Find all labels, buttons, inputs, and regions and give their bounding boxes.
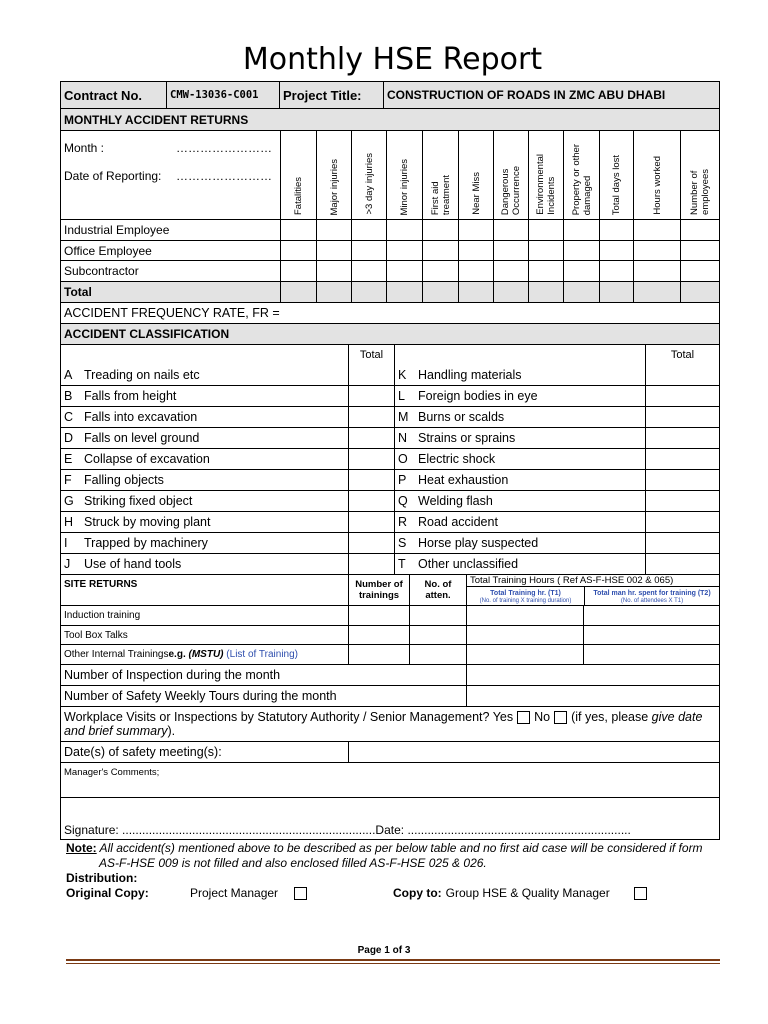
inspection-label: Number of Inspection during the month	[64, 668, 281, 682]
classification-item: M Burns or scalds	[394, 407, 645, 427]
classification-row	[61, 511, 719, 532]
accident-returns-heading-row	[61, 108, 719, 130]
accident-data-cell[interactable]	[351, 282, 386, 302]
training-row	[61, 644, 719, 664]
col-header: Minor injuries	[386, 131, 422, 219]
classification-item: F Falling objects	[64, 473, 164, 487]
classification-row	[61, 532, 719, 553]
classification-row	[61, 490, 719, 511]
month-date-cell	[61, 131, 280, 219]
classification-item: C Falls into excavation	[64, 410, 198, 424]
accident-data-cell[interactable]	[493, 282, 528, 302]
classification-total-cell[interactable]	[645, 386, 719, 406]
safety-tours-row	[61, 685, 719, 706]
date-label: Date: ...................................................................	[375, 823, 631, 837]
classification-total-cell[interactable]	[348, 386, 394, 406]
classification-total-cell[interactable]	[348, 512, 394, 532]
training-data-cell[interactable]	[348, 626, 409, 644]
classification-heading: ACCIDENT CLASSIFICATION	[64, 327, 230, 341]
classification-item: J Use of hand tools	[64, 557, 182, 571]
other-training-label: Other Internal Trainings e.g. (MSTU) (List of Training)	[64, 649, 298, 660]
footer-rule	[66, 959, 720, 961]
accident-data-cell[interactable]	[458, 282, 493, 302]
accident-data-cell[interactable]	[633, 241, 680, 260]
classification-row	[61, 469, 719, 490]
workplace-text: Workplace Visits or Inspections by Statutory Authority / Senior Management? Yes No (if yes, please give date and brief summary).	[64, 710, 703, 739]
accident-data-cell[interactable]	[493, 220, 528, 240]
accident-data-cell[interactable]	[316, 261, 351, 281]
accident-data-cell[interactable]	[493, 261, 528, 281]
accident-data-cell[interactable]	[386, 282, 422, 302]
classification-item: Q Welding flash	[394, 491, 645, 511]
classification-item: I Trapped by machinery	[64, 536, 208, 550]
page-title: Monthly HSE Report	[242, 42, 543, 77]
hse-report-form	[60, 81, 720, 840]
training-row	[61, 605, 719, 625]
accident-data-cell[interactable]	[528, 261, 563, 281]
inspection-value[interactable]	[466, 665, 719, 685]
manager-comments-row	[61, 762, 719, 797]
col-header: Near Miss	[458, 131, 493, 219]
accident-data-cell[interactable]	[599, 241, 633, 260]
training-data-cell[interactable]	[409, 626, 466, 644]
training-data-cell[interactable]	[409, 606, 466, 625]
blank-cell	[61, 345, 348, 364]
col-header: Dangerous Occurrence	[493, 131, 528, 219]
t1-header: Total Training hr. (T1) (No. of training X training duration)	[467, 587, 585, 605]
no-checkbox[interactable]	[554, 711, 567, 724]
classification-total-cell[interactable]	[645, 449, 719, 469]
classification-total-cell[interactable]	[645, 491, 719, 511]
total-header-left: Total	[348, 345, 394, 364]
accident-data-cell[interactable]	[386, 220, 422, 240]
accident-data-cell[interactable]	[563, 261, 599, 281]
accident-data-cell[interactable]	[680, 282, 719, 302]
page-number: Page 1 of 3	[357, 945, 411, 956]
original-copy-value: Project Manager	[190, 886, 279, 900]
accident-data-cell[interactable]	[458, 261, 493, 281]
accident-data-cell[interactable]	[680, 241, 719, 260]
accident-data-cell[interactable]	[493, 241, 528, 260]
classification-row	[61, 448, 719, 469]
col-header: Fatalities	[280, 131, 316, 219]
accident-data-cell[interactable]	[528, 282, 563, 302]
yes-checkbox[interactable]	[517, 711, 530, 724]
training-data-cell[interactable]	[583, 645, 719, 664]
accident-data-cell[interactable]	[458, 241, 493, 260]
induction-label: Induction training	[64, 610, 141, 621]
accident-data-cell[interactable]	[599, 220, 633, 240]
classification-total-cell[interactable]	[645, 512, 719, 532]
accident-data-cell[interactable]	[528, 220, 563, 240]
col-header: Total days lost	[599, 131, 633, 219]
accident-total-row	[61, 281, 719, 302]
inspection-row	[61, 664, 719, 685]
header-row	[61, 82, 719, 108]
accident-data-cell[interactable]	[386, 241, 422, 260]
classification-total-cell[interactable]	[348, 470, 394, 490]
training-data-cell[interactable]	[348, 606, 409, 625]
classification-item: A Treading on nails etc	[64, 367, 200, 382]
blank-cell	[394, 345, 645, 364]
accident-data-cell[interactable]	[563, 220, 599, 240]
manager-comments-label[interactable]: Manager's Comments;	[64, 767, 160, 778]
project-label: Project Title:	[279, 82, 383, 108]
classification-row	[61, 406, 719, 427]
toolbox-label: Tool Box Talks	[64, 629, 128, 641]
accident-data-cell[interactable]	[563, 241, 599, 260]
classification-heading-row	[61, 323, 719, 344]
classification-total-cell[interactable]	[348, 449, 394, 469]
classification-total-cell[interactable]	[348, 491, 394, 511]
classification-item: D Falls on level ground	[64, 431, 200, 445]
accident-data-cell[interactable]	[422, 282, 458, 302]
contract-value[interactable]: CMW-13036-C001	[166, 82, 279, 108]
month-label: Month :	[64, 141, 105, 155]
accident-data-cell[interactable]	[633, 282, 680, 302]
classification-item: G Striking fixed object	[64, 494, 193, 508]
num-trainings-header: Number of trainings	[348, 575, 409, 605]
col-header: >3 day injuries	[351, 131, 386, 219]
safety-tours-value[interactable]	[466, 686, 719, 706]
training-hours-title: Total Training Hours ( Ref AS-F-HSE 002 & 065)	[467, 575, 719, 587]
accident-row	[61, 219, 719, 240]
classification-item: O Electric shock	[394, 449, 645, 469]
original-copy-label: Original Copy:	[66, 886, 149, 900]
accident-data-cell[interactable]	[680, 261, 719, 281]
classification-item: L Foreign bodies in eye	[394, 386, 645, 406]
classification-item: T Other unclassified	[394, 554, 645, 574]
accident-data-cell[interactable]	[633, 220, 680, 240]
accident-data-cell[interactable]	[316, 241, 351, 260]
training-data-cell[interactable]	[348, 645, 409, 664]
classification-total-cell[interactable]	[348, 407, 394, 427]
classification-item: K Handling materials	[394, 364, 645, 385]
col-header: Major injuries	[316, 131, 351, 219]
training-data-cell[interactable]	[466, 626, 583, 644]
safety-meeting-label: Date(s) of safety meeting(s):	[64, 745, 222, 759]
classification-item: S Horse play suspected	[394, 533, 645, 553]
workplace-row	[61, 706, 719, 741]
accident-data-cell[interactable]	[599, 261, 633, 281]
classification-total-cell[interactable]	[348, 428, 394, 448]
classification-item: E Collapse of excavation	[64, 452, 210, 466]
accident-data-cell[interactable]	[351, 241, 386, 260]
num-atten-header: No. of atten.	[409, 575, 466, 605]
col-header: Property or other damaged	[563, 131, 599, 219]
training-data-cell[interactable]	[466, 645, 583, 664]
accident-data-cell[interactable]	[458, 220, 493, 240]
col-header: Hours worked	[633, 131, 680, 219]
col-header: Number of employees	[680, 131, 719, 219]
accident-data-cell[interactable]	[280, 282, 316, 302]
frequency-rate-label: ACCIDENT FREQUENCY RATE, FR =	[64, 306, 280, 320]
accident-data-cell[interactable]	[599, 282, 633, 302]
footer-rule-thin	[66, 963, 720, 964]
accident-data-cell[interactable]	[351, 220, 386, 240]
copy-to-value: Group HSE & Quality Manager	[445, 886, 610, 900]
training-data-cell[interactable]	[583, 626, 719, 644]
accident-data-cell[interactable]	[680, 220, 719, 240]
accident-data-cell[interactable]	[386, 261, 422, 281]
t2-header: Total man hr. spent for training (T2) (No. of attendees X T1)	[593, 589, 711, 604]
copy-to-label: Copy to:	[393, 886, 442, 900]
classification-item: R Road accident	[394, 512, 645, 532]
accident-data-cell[interactable]	[422, 241, 458, 260]
accident-data-cell[interactable]	[422, 220, 458, 240]
classification-row	[61, 364, 719, 385]
training-data-cell[interactable]	[583, 606, 719, 625]
contract-label: Contract No.	[64, 87, 142, 103]
total-label: Total	[64, 285, 92, 299]
classification-item: P Heat exhaustion	[394, 470, 645, 490]
training-data-cell[interactable]	[409, 645, 466, 664]
accident-row	[61, 260, 719, 281]
list-of-training-link[interactable]: (List of Training)	[226, 649, 298, 660]
classification-item: H Struck by moving plant	[64, 515, 211, 529]
reporting-date-value[interactable]: ……………………	[176, 169, 272, 183]
month-value[interactable]: ……………………	[176, 141, 272, 155]
note-label: Note:	[66, 841, 97, 855]
signature-line[interactable]	[61, 798, 719, 839]
classification-total-cell[interactable]	[645, 533, 719, 553]
classification-total-cell[interactable]	[645, 407, 719, 427]
frequency-rate-row	[61, 302, 719, 323]
project-manager-checkbox[interactable]	[294, 887, 307, 900]
note-block	[66, 841, 726, 901]
classification-total-cell[interactable]	[348, 533, 394, 553]
col-header: Environmental Incidents	[528, 131, 563, 219]
accident-data-cell[interactable]	[351, 261, 386, 281]
accident-columns-row	[61, 130, 719, 219]
classification-total-cell[interactable]	[348, 554, 394, 574]
training-hours-header	[466, 575, 719, 605]
accident-returns-heading: MONTHLY ACCIDENT RETURNS	[64, 112, 249, 127]
accident-data-cell[interactable]	[280, 241, 316, 260]
note-text-2: AS-F-HSE 009 is not filled and also enclosed filled AS-F-HSE 025 & 026.	[99, 856, 487, 870]
col-header: First aid treatment	[422, 131, 458, 219]
signature-label: Signature: ............................................................................	[64, 823, 376, 837]
classification-total-cell[interactable]	[645, 364, 719, 385]
accident-data-cell[interactable]	[316, 282, 351, 302]
row-label: Office Employee	[64, 243, 152, 258]
accident-data-cell[interactable]	[280, 220, 316, 240]
reporting-date-label: Date of Reporting:	[64, 169, 162, 183]
accident-data-cell[interactable]	[316, 220, 351, 240]
note-text-1: All accident(s) mentioned above to be described as per below table and no first aid case will be considered if form	[96, 841, 703, 855]
accident-data-cell[interactable]	[528, 241, 563, 260]
safety-meeting-row	[61, 741, 719, 762]
classification-total-cell[interactable]	[348, 364, 394, 385]
classification-total-cell[interactable]	[645, 470, 719, 490]
training-data-cell[interactable]	[466, 606, 583, 625]
classification-row	[61, 427, 719, 448]
classification-item: N Strains or sprains	[394, 428, 645, 448]
project-value[interactable]: CONSTRUCTION OF ROADS IN ZMC ABU DHABI	[383, 82, 719, 108]
distribution-label: Distribution:	[66, 871, 138, 885]
row-label: Industrial Employee	[64, 223, 170, 237]
accident-data-cell[interactable]	[563, 282, 599, 302]
safety-meeting-value[interactable]	[348, 742, 719, 762]
total-header-right: Total	[645, 345, 719, 364]
row-label: Subcontractor	[64, 264, 139, 278]
accident-row	[61, 240, 719, 260]
classification-total-cell[interactable]	[645, 428, 719, 448]
classification-row	[61, 553, 719, 574]
signature-row	[61, 797, 719, 839]
safety-tours-label: Number of Safety Weekly Tours during the month	[64, 689, 337, 703]
classification-total-header	[61, 344, 719, 364]
classification-total-cell[interactable]	[645, 554, 719, 574]
accident-data-cell[interactable]	[633, 261, 680, 281]
site-returns-header	[61, 574, 719, 605]
classification-row	[61, 385, 719, 406]
classification-item: B Falls from height	[64, 389, 177, 403]
hse-manager-checkbox[interactable]	[634, 887, 647, 900]
accident-data-cell[interactable]	[422, 261, 458, 281]
site-returns-heading: SITE RETURNS	[64, 579, 138, 590]
training-row	[61, 625, 719, 644]
accident-data-cell[interactable]	[280, 261, 316, 281]
